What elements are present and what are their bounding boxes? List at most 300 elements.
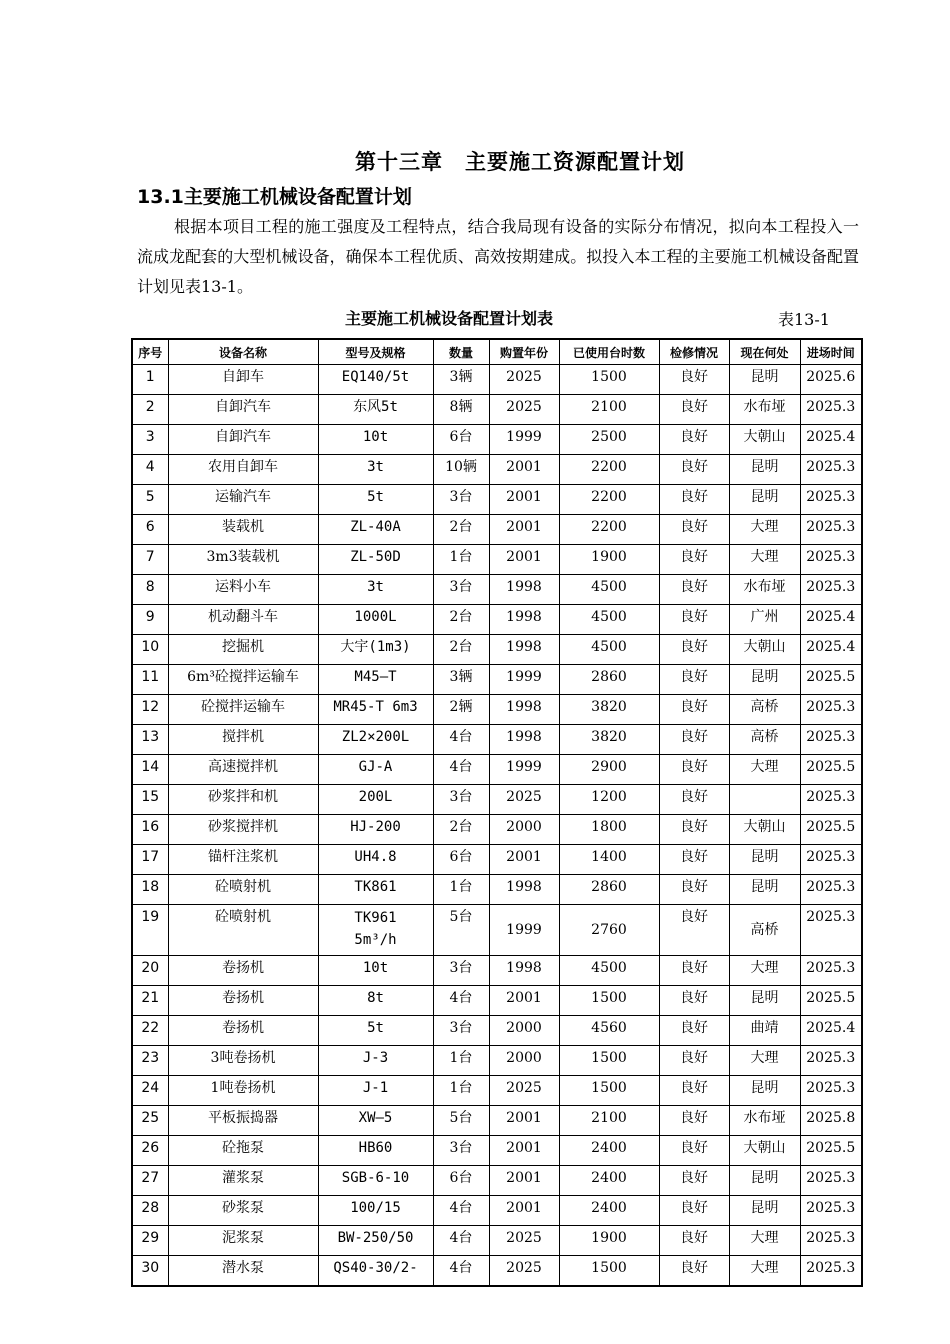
used-hours: 2200 <box>559 455 659 485</box>
model-spec-line: 5m³/h <box>354 932 397 948</box>
quantity: 6台 <box>433 845 489 875</box>
used-hours: 2860 <box>559 665 659 695</box>
current-location: 大理 <box>729 515 800 545</box>
row-number: 5 <box>132 485 168 515</box>
equipment-name: 砼喷射机 <box>168 875 318 905</box>
quantity: 1台 <box>433 875 489 905</box>
table-row <box>132 1196 862 1226</box>
equipment-name: 1吨卷扬机 <box>168 1076 318 1106</box>
equipment-name: 自卸汽车 <box>168 395 318 425</box>
table-row <box>132 875 862 905</box>
used-hours: 2760 <box>559 905 659 956</box>
used-hours: 1400 <box>559 845 659 875</box>
table-row <box>132 1016 862 1046</box>
maintenance-status: 良好 <box>659 365 729 395</box>
row-number: 9 <box>132 605 168 635</box>
table-row <box>132 425 862 455</box>
maintenance-status: 良好 <box>659 785 729 815</box>
current-location: 昆明 <box>729 986 800 1016</box>
arrival-date: 2025.4 <box>800 635 862 665</box>
arrival-date: 2025.5 <box>800 755 862 785</box>
row-number: 17 <box>132 845 168 875</box>
quantity: 4台 <box>433 725 489 755</box>
used-hours: 2400 <box>559 1136 659 1166</box>
maintenance-status: 良好 <box>659 1016 729 1046</box>
model-spec: J-1 <box>318 1076 433 1106</box>
arrival-date: 2025.6 <box>800 365 862 395</box>
used-hours: 4500 <box>559 605 659 635</box>
model-spec: 大宇(1m3) <box>318 635 433 665</box>
current-location: 水布垭 <box>729 395 800 425</box>
current-location: 大朝山 <box>729 425 800 455</box>
purchase-year: 2000 <box>489 815 559 845</box>
purchase-year: 2001 <box>489 1166 559 1196</box>
maintenance-status: 良好 <box>659 1046 729 1076</box>
equipment-name: 砼搅拌运输车 <box>168 695 318 725</box>
quantity: 3辆 <box>433 365 489 395</box>
model-spec: 东风5t <box>318 395 433 425</box>
equipment-name: 砂浆搅拌机 <box>168 815 318 845</box>
row-number: 14 <box>132 755 168 785</box>
model-spec: MR45-T 6m3 <box>318 695 433 725</box>
maintenance-status: 良好 <box>659 1136 729 1166</box>
model-spec: 5t <box>318 485 433 515</box>
purchase-year: 2000 <box>489 1046 559 1076</box>
used-hours: 2200 <box>559 515 659 545</box>
current-location: 昆明 <box>729 1166 800 1196</box>
current-location: 大理 <box>729 1046 800 1076</box>
table-row <box>132 986 862 1016</box>
quantity: 4台 <box>433 1226 489 1256</box>
maintenance-status: 良好 <box>659 395 729 425</box>
model-spec: QS40-30/2- <box>318 1256 433 1287</box>
model-spec: 200L <box>318 785 433 815</box>
arrival-date: 2025.3 <box>800 1166 862 1196</box>
equipment-name: 砼喷射机 <box>168 905 318 956</box>
header-qty: 数量 <box>433 339 489 365</box>
used-hours: 1500 <box>559 365 659 395</box>
quantity: 2台 <box>433 815 489 845</box>
quantity: 2台 <box>433 635 489 665</box>
used-hours: 2400 <box>559 1166 659 1196</box>
arrival-date: 2025.3 <box>800 725 862 755</box>
used-hours: 1800 <box>559 815 659 845</box>
current-location: 昆明 <box>729 485 800 515</box>
table-row <box>132 905 862 956</box>
maintenance-status: 良好 <box>659 515 729 545</box>
maintenance-status: 良好 <box>659 875 729 905</box>
used-hours: 4500 <box>559 635 659 665</box>
used-hours: 3820 <box>559 725 659 755</box>
equipment-name: 砂浆泵 <box>168 1196 318 1226</box>
current-location: 昆明 <box>729 875 800 905</box>
purchase-year: 2025 <box>489 395 559 425</box>
maintenance-status: 良好 <box>659 635 729 665</box>
model-spec: 5t <box>318 1016 433 1046</box>
used-hours: 2900 <box>559 755 659 785</box>
row-number: 15 <box>132 785 168 815</box>
arrival-date: 2025.3 <box>800 956 862 986</box>
table-row <box>132 395 862 425</box>
table-row <box>132 1226 862 1256</box>
quantity: 6台 <box>433 1166 489 1196</box>
row-number: 29 <box>132 1226 168 1256</box>
model-spec: 3t <box>318 455 433 485</box>
purchase-year: 1999 <box>489 905 559 956</box>
table-row <box>132 1076 862 1106</box>
arrival-date: 2025.3 <box>800 845 862 875</box>
used-hours: 1500 <box>559 986 659 1016</box>
current-location: 广州 <box>729 605 800 635</box>
maintenance-status: 良好 <box>659 815 729 845</box>
purchase-year: 2001 <box>489 845 559 875</box>
quantity: 2辆 <box>433 695 489 725</box>
equipment-table <box>131 338 863 1287</box>
used-hours: 4500 <box>559 956 659 986</box>
model-spec: BW-250/50 <box>318 1226 433 1256</box>
used-hours: 1500 <box>559 1076 659 1106</box>
model-spec: ZL-40A <box>318 515 433 545</box>
model-spec: 1000L <box>318 605 433 635</box>
maintenance-status: 良好 <box>659 455 729 485</box>
quantity: 6台 <box>433 425 489 455</box>
model-spec: UH4.8 <box>318 845 433 875</box>
arrival-date: 2025.3 <box>800 1076 862 1106</box>
row-number: 6 <box>132 515 168 545</box>
purchase-year: 1998 <box>489 605 559 635</box>
equipment-name: 卷扬机 <box>168 1016 318 1046</box>
used-hours: 2100 <box>559 1106 659 1136</box>
arrival-date: 2025.5 <box>800 815 862 845</box>
row-number: 1 <box>132 365 168 395</box>
row-number: 21 <box>132 986 168 1016</box>
model-spec: XW—5 <box>318 1106 433 1136</box>
purchase-year: 2001 <box>489 986 559 1016</box>
model-spec: HJ-200 <box>318 815 433 845</box>
arrival-date: 2025.5 <box>800 665 862 695</box>
table-row <box>132 956 862 986</box>
quantity: 3辆 <box>433 665 489 695</box>
table-row <box>132 455 862 485</box>
current-location: 大理 <box>729 956 800 986</box>
arrival-date: 2025.3 <box>800 395 862 425</box>
maintenance-status: 良好 <box>659 695 729 725</box>
used-hours: 1200 <box>559 785 659 815</box>
arrival-date: 2025.3 <box>800 785 862 815</box>
row-number: 18 <box>132 875 168 905</box>
used-hours: 3820 <box>559 695 659 725</box>
arrival-date: 2025.8 <box>800 1106 862 1136</box>
maintenance-status: 良好 <box>659 905 729 956</box>
header-hours: 已使用台时数 <box>559 339 659 365</box>
current-location: 高桥 <box>729 725 800 755</box>
arrival-date: 2025.3 <box>800 1046 862 1076</box>
table-row <box>132 605 862 635</box>
model-spec <box>318 905 433 956</box>
equipment-name: 3吨卷扬机 <box>168 1046 318 1076</box>
equipment-name: 6m³砼搅拌运输车 <box>168 665 318 695</box>
row-number: 30 <box>132 1256 168 1287</box>
equipment-name: 卷扬机 <box>168 956 318 986</box>
arrival-date: 2025.3 <box>800 1256 862 1287</box>
purchase-year: 1999 <box>489 755 559 785</box>
quantity: 5台 <box>433 1106 489 1136</box>
arrival-date: 2025.3 <box>800 695 862 725</box>
quantity: 4台 <box>433 1196 489 1226</box>
equipment-name: 平板振捣器 <box>168 1106 318 1136</box>
table-header-row <box>132 339 862 365</box>
quantity: 1台 <box>433 545 489 575</box>
chapter-title: 第十三章 主要施工资源配置计划 <box>355 150 685 174</box>
purchase-year: 2001 <box>489 1106 559 1136</box>
equipment-name: 锚杆注浆机 <box>168 845 318 875</box>
equipment-name: 挖掘机 <box>168 635 318 665</box>
table-row <box>132 815 862 845</box>
purchase-year: 2025 <box>489 365 559 395</box>
quantity: 2台 <box>433 605 489 635</box>
maintenance-status: 良好 <box>659 485 729 515</box>
quantity: 4台 <box>433 986 489 1016</box>
header-date: 进场时间 <box>800 339 862 365</box>
maintenance-status: 良好 <box>659 575 729 605</box>
table-row <box>132 755 862 785</box>
arrival-date: 2025.3 <box>800 875 862 905</box>
row-number: 25 <box>132 1106 168 1136</box>
model-spec: M45—T <box>318 665 433 695</box>
purchase-year: 1998 <box>489 875 559 905</box>
purchase-year: 1998 <box>489 635 559 665</box>
current-location <box>729 785 800 815</box>
table-row <box>132 1136 862 1166</box>
table-row <box>132 365 862 395</box>
table-number: 表13-1 <box>778 310 830 329</box>
maintenance-status: 良好 <box>659 605 729 635</box>
purchase-year: 2001 <box>489 1196 559 1226</box>
table-row <box>132 575 862 605</box>
arrival-date: 2025.3 <box>800 515 862 545</box>
quantity: 3台 <box>433 956 489 986</box>
table-row <box>132 725 862 755</box>
purchase-year: 1998 <box>489 956 559 986</box>
maintenance-status: 良好 <box>659 545 729 575</box>
arrival-date: 2025.4 <box>800 605 862 635</box>
row-number: 2 <box>132 395 168 425</box>
arrival-date: 2025.3 <box>800 905 862 956</box>
quantity: 3台 <box>433 785 489 815</box>
table-caption: 主要施工机械设备配置计划表 <box>345 309 554 328</box>
purchase-year: 2025 <box>489 785 559 815</box>
table-row <box>132 665 862 695</box>
equipment-name: 卷扬机 <box>168 986 318 1016</box>
equipment-name: 3m3装载机 <box>168 545 318 575</box>
used-hours: 1500 <box>559 1046 659 1076</box>
purchase-year: 1998 <box>489 575 559 605</box>
current-location: 大朝山 <box>729 1136 800 1166</box>
maintenance-status: 良好 <box>659 755 729 785</box>
row-number: 16 <box>132 815 168 845</box>
row-number: 20 <box>132 956 168 986</box>
table-row <box>132 1166 862 1196</box>
model-spec: TK861 <box>318 875 433 905</box>
arrival-date: 2025.3 <box>800 575 862 605</box>
arrival-date: 2025.3 <box>800 1196 862 1226</box>
purchase-year: 2025 <box>489 1076 559 1106</box>
equipment-name: 运料小车 <box>168 575 318 605</box>
model-spec: EQ140/5t <box>318 365 433 395</box>
table-body <box>132 365 862 1287</box>
current-location: 大理 <box>729 545 800 575</box>
table-row <box>132 635 862 665</box>
model-spec: ZL2×200L <box>318 725 433 755</box>
table-row <box>132 1106 862 1136</box>
maintenance-status: 良好 <box>659 1106 729 1136</box>
current-location: 大朝山 <box>729 815 800 845</box>
quantity: 8辆 <box>433 395 489 425</box>
row-number: 4 <box>132 455 168 485</box>
maintenance-status: 良好 <box>659 845 729 875</box>
used-hours: 1900 <box>559 1226 659 1256</box>
purchase-year: 1999 <box>489 665 559 695</box>
purchase-year: 1999 <box>489 425 559 455</box>
current-location: 昆明 <box>729 365 800 395</box>
row-number: 28 <box>132 1196 168 1226</box>
used-hours: 1500 <box>559 1256 659 1287</box>
equipment-name: 机动翻斗车 <box>168 605 318 635</box>
table-row <box>132 1256 862 1287</box>
current-location: 昆明 <box>729 665 800 695</box>
arrival-date: 2025.3 <box>800 1226 862 1256</box>
header-spec: 型号及规格 <box>318 339 433 365</box>
row-number: 27 <box>132 1166 168 1196</box>
row-number: 19 <box>132 905 168 956</box>
used-hours: 2860 <box>559 875 659 905</box>
model-spec-line: TK961 <box>354 910 397 926</box>
equipment-name: 农用自卸车 <box>168 455 318 485</box>
equipment-name: 自卸车 <box>168 365 318 395</box>
equipment-name: 灌浆泵 <box>168 1166 318 1196</box>
quantity: 3台 <box>433 1016 489 1046</box>
quantity: 3台 <box>433 575 489 605</box>
header-year: 购置年份 <box>489 339 559 365</box>
model-spec: J-3 <box>318 1046 433 1076</box>
purchase-year: 2025 <box>489 1226 559 1256</box>
equipment-name: 运输汽车 <box>168 485 318 515</box>
model-spec: 8t <box>318 986 433 1016</box>
maintenance-status: 良好 <box>659 1076 729 1106</box>
arrival-date: 2025.4 <box>800 1016 862 1046</box>
purchase-year: 1998 <box>489 695 559 725</box>
row-number: 26 <box>132 1136 168 1166</box>
header-condition: 检修情况 <box>659 339 729 365</box>
equipment-name: 搅拌机 <box>168 725 318 755</box>
quantity: 4台 <box>433 755 489 785</box>
arrival-date: 2025.5 <box>800 986 862 1016</box>
quantity: 4台 <box>433 1256 489 1287</box>
arrival-date: 2025.3 <box>800 545 862 575</box>
equipment-name: 自卸汽车 <box>168 425 318 455</box>
purchase-year: 2001 <box>489 1136 559 1166</box>
equipment-name: 砼拖泵 <box>168 1136 318 1166</box>
model-spec: ZL-50D <box>318 545 433 575</box>
arrival-date: 2025.5 <box>800 1136 862 1166</box>
quantity: 1台 <box>433 1076 489 1106</box>
purchase-year: 2001 <box>489 455 559 485</box>
used-hours: 4500 <box>559 575 659 605</box>
current-location: 昆明 <box>729 1076 800 1106</box>
maintenance-status: 良好 <box>659 1256 729 1287</box>
row-number: 12 <box>132 695 168 725</box>
row-number: 13 <box>132 725 168 755</box>
row-number: 7 <box>132 545 168 575</box>
equipment-name: 泥浆泵 <box>168 1226 318 1256</box>
model-spec: 10t <box>318 425 433 455</box>
row-number: 10 <box>132 635 168 665</box>
table-row <box>132 845 862 875</box>
header-name: 设备名称 <box>168 339 318 365</box>
maintenance-status: 良好 <box>659 1166 729 1196</box>
maintenance-status: 良好 <box>659 725 729 755</box>
row-number: 22 <box>132 1016 168 1046</box>
header-location: 现在何处 <box>729 339 800 365</box>
table-row <box>132 1046 862 1076</box>
equipment-name: 高速搅拌机 <box>168 755 318 785</box>
equipment-name: 装载机 <box>168 515 318 545</box>
current-location: 大理 <box>729 1256 800 1287</box>
used-hours: 1900 <box>559 545 659 575</box>
purchase-year: 2001 <box>489 515 559 545</box>
purchase-year: 2001 <box>489 545 559 575</box>
current-location: 水布垭 <box>729 1106 800 1136</box>
quantity: 5台 <box>433 905 489 956</box>
row-number: 8 <box>132 575 168 605</box>
quantity: 2台 <box>433 515 489 545</box>
row-number: 24 <box>132 1076 168 1106</box>
used-hours: 2400 <box>559 1196 659 1226</box>
maintenance-status: 良好 <box>659 1226 729 1256</box>
maintenance-status: 良好 <box>659 956 729 986</box>
purchase-year: 1998 <box>489 725 559 755</box>
current-location: 昆明 <box>729 1196 800 1226</box>
quantity: 10辆 <box>433 455 489 485</box>
quantity: 3台 <box>433 1136 489 1166</box>
section-title: 13.1主要施工机械设备配置计划 <box>137 186 412 208</box>
maintenance-status: 良好 <box>659 1196 729 1226</box>
used-hours: 2500 <box>559 425 659 455</box>
maintenance-status: 良好 <box>659 665 729 695</box>
intro-paragraph: 根据本项目工程的施工强度及工程特点，结合我局现有设备的实际分布情况，拟向本工程投入一流成龙配套的大型机械设备，确保本工程优质、高效按期建成。拟投入本工程的主要施工机械设备配置计划见表13-1。 <box>137 217 859 296</box>
row-number: 3 <box>132 425 168 455</box>
purchase-year: 2025 <box>489 1256 559 1287</box>
used-hours: 2200 <box>559 485 659 515</box>
row-number: 11 <box>132 665 168 695</box>
equipment-name: 砂浆拌和机 <box>168 785 318 815</box>
current-location: 高桥 <box>729 905 800 956</box>
current-location: 曲靖 <box>729 1016 800 1046</box>
current-location: 水布垭 <box>729 575 800 605</box>
used-hours: 2100 <box>559 395 659 425</box>
maintenance-status: 良好 <box>659 425 729 455</box>
arrival-date: 2025.3 <box>800 485 862 515</box>
table-row <box>132 515 862 545</box>
purchase-year: 2000 <box>489 1016 559 1046</box>
current-location: 昆明 <box>729 455 800 485</box>
equipment-name: 潜水泵 <box>168 1256 318 1287</box>
arrival-date: 2025.3 <box>800 455 862 485</box>
model-spec: 10t <box>318 956 433 986</box>
table-row <box>132 785 862 815</box>
model-spec: HB60 <box>318 1136 433 1166</box>
model-spec: 3t <box>318 575 433 605</box>
